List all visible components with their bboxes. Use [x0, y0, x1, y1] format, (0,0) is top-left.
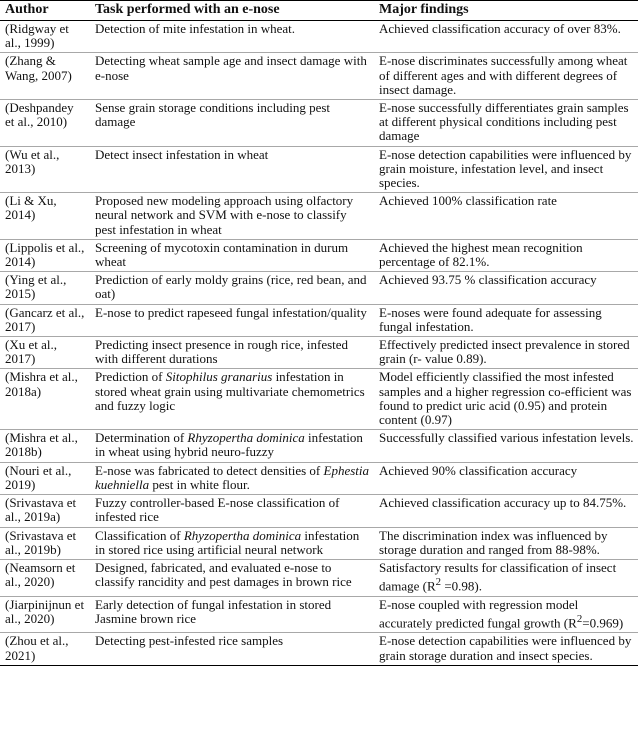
findings-cell — [374, 527, 638, 559]
findings-cell — [374, 633, 638, 665]
cell-text: Achieved classification accuracy of over 83%. — [379, 21, 621, 36]
cell-text: Designed, fabricated, and evaluated e-nose to classify rancidity and pest damages in brown rice — [95, 559, 352, 590]
findings-cell — [374, 337, 638, 369]
species-name: Sitophilus granarius — [165, 369, 273, 385]
task-cell — [90, 304, 374, 336]
cell-text: E-noses were found adequate for assessing fungal infestation. — [379, 304, 602, 334]
findings-cell — [374, 369, 638, 430]
cell-text: E-nose to predict rapeseed fungal infestation/quality — [95, 304, 367, 320]
cell-text: Detection of mite infestation in wheat. — [95, 21, 295, 36]
cell-text: Successfully classified various infestation levels. — [379, 430, 634, 446]
task-cell — [90, 272, 374, 304]
cell-text: pest in white flour. — [149, 476, 250, 492]
cell-text: Sense grain storage conditions including pest damage — [95, 100, 331, 130]
table-row — [0, 272, 638, 304]
table-row — [0, 146, 638, 193]
findings-cell — [374, 304, 638, 336]
task-cell — [90, 21, 374, 53]
task-cell — [90, 633, 374, 665]
task-cell — [90, 100, 374, 147]
cell-text: The discrimination index was influenced by storage duration and ranged from 88-98%. — [379, 527, 608, 557]
cell-text: Model efficiently classified the most infested samples and a higher regression co-efficient was found to predict uric acid (0.95) and protein content (0.97) — [379, 369, 632, 428]
author-cell: (Zhou et al., 2021) — [0, 633, 90, 665]
cell-text: Satisfactory results for classification of insect damage (R — [379, 559, 617, 594]
cell-text: Predicting insect presence in rough rice, infested with different durations — [95, 337, 349, 367]
table-row — [0, 559, 638, 596]
author-cell: (Xu et al., 2017) — [0, 337, 90, 369]
cell-text: Achieved the highest mean recognition percentage of 82.1%. — [379, 239, 583, 270]
table-row — [0, 495, 638, 527]
table-row — [0, 337, 638, 369]
author-cell: (Srivastava et al., 2019a) — [0, 495, 90, 527]
author-cell: (Gancarz et al., 2017) — [0, 304, 90, 336]
cell-text: Achieved 90% classification accuracy — [379, 462, 578, 478]
cell-text: Screening of mycotoxin contamination in durum wheat — [95, 239, 349, 270]
author-cell: (Jiarpinijnun et al., 2020) — [0, 596, 90, 633]
header-author: Author — [0, 1, 90, 21]
findings-cell — [374, 495, 638, 527]
findings-cell — [374, 239, 638, 271]
task-cell — [90, 462, 374, 494]
table-row — [0, 193, 638, 240]
author-cell: (Ridgway et al., 1999) — [0, 21, 90, 53]
cell-text: Achieved 93.75 % classification accuracy — [379, 272, 597, 288]
cell-text: infestation in stored wheat grain using multivariate chemometrics and fuzzy logic — [95, 369, 365, 413]
cell-text: Prediction of — [95, 369, 166, 385]
cell-text: Early detection of fungal infestation in stored Jasmine brown rice — [95, 596, 332, 626]
table-row — [0, 596, 638, 633]
author-cell: (Zhang & Wang, 2007) — [0, 53, 90, 100]
author-cell: (Mishra et al., 2018a) — [0, 369, 90, 430]
author-cell: (Ying et al., 2015) — [0, 272, 90, 304]
cell-text: E-nose discriminates successfully among wheat of different ages and with different degrees of insect damage. — [379, 53, 628, 97]
cell-text: Detecting pest-infested rice samples — [95, 633, 284, 649]
cell-text: E-nose detection capabilities were influenced by grain storage duration and insect species. — [379, 633, 632, 663]
author-cell: (Wu et al., 2013) — [0, 146, 90, 193]
table-row — [0, 100, 638, 147]
cell-text: E-nose detection capabilities were influenced by grain moisture, infestation level, and insect species. — [379, 146, 632, 191]
table-row — [0, 369, 638, 430]
table-row — [0, 527, 638, 559]
task-cell — [90, 559, 374, 596]
header-findings: Major findings — [374, 1, 638, 21]
findings-cell — [374, 21, 638, 53]
table-row — [0, 304, 638, 336]
cell-text: Effectively predicted insect prevalence in stored grain (r- value 0.89). — [379, 337, 630, 367]
task-cell — [90, 193, 374, 240]
task-cell — [90, 337, 374, 369]
findings-cell — [374, 462, 638, 494]
table-body — [0, 21, 638, 666]
task-cell — [90, 369, 374, 430]
cell-text: Detect insect infestation in wheat — [95, 146, 269, 162]
species-name: Rhyzopertha dominica — [187, 430, 305, 446]
cell-text: Achieved 100% classification rate — [379, 193, 557, 209]
findings-cell — [374, 53, 638, 100]
author-cell: (Nouri et al., 2019) — [0, 462, 90, 494]
table-row — [0, 633, 638, 665]
cell-text: Achieved classification accuracy up to 84.75%. — [379, 495, 627, 511]
table-row — [0, 53, 638, 100]
cell-text: E-nose coupled with regression model accurately predicted fungal growth (R — [379, 596, 579, 631]
table-row — [0, 462, 638, 494]
task-cell — [90, 430, 374, 462]
findings-cell — [374, 100, 638, 147]
species-name: Ephestia kuehniella — [95, 462, 369, 492]
superscript: 2 — [435, 576, 442, 589]
cell-text: =0.98). — [441, 578, 483, 594]
findings-cell — [374, 596, 638, 633]
cell-text: infestation in wheat using hybrid neuro-fuzzy — [95, 430, 363, 460]
findings-cell — [374, 430, 638, 462]
cell-text: E-nose was fabricated to detect densities of — [95, 462, 324, 478]
cell-text: Fuzzy controller-based E-nose classification of infested rice — [95, 495, 340, 525]
author-cell: (Srivastava et al., 2019b) — [0, 527, 90, 559]
superscript: 2 — [576, 612, 583, 625]
task-cell — [90, 146, 374, 193]
findings-cell — [374, 272, 638, 304]
task-cell — [90, 596, 374, 633]
author-cell: (Lippolis et al., 2014) — [0, 239, 90, 271]
author-cell: (Li & Xu, 2014) — [0, 193, 90, 240]
cell-text: Determination of — [95, 430, 188, 446]
findings-cell — [374, 193, 638, 240]
species-name: Rhyzopertha dominica — [183, 527, 302, 543]
author-cell: (Deshpandey et al., 2010) — [0, 100, 90, 147]
task-cell — [90, 527, 374, 559]
author-cell: (Mishra et al., 2018b) — [0, 430, 90, 462]
task-cell — [90, 239, 374, 271]
cell-text: infestation in stored rice using artificial neural network — [95, 527, 360, 557]
table-row — [0, 430, 638, 462]
header-row — [0, 1, 638, 21]
task-cell — [90, 495, 374, 527]
findings-cell — [374, 146, 638, 193]
cell-text: =0.969) — [582, 615, 624, 631]
cell-text: Detecting wheat sample age and insect damage with e-nose — [95, 53, 367, 83]
table-row — [0, 239, 638, 271]
cell-text: Classification of — [95, 527, 184, 543]
cell-text: Proposed new modeling approach using olfactory neural network and SVM with e-nose to classify pest infestation in wheat — [95, 193, 354, 237]
task-cell — [90, 53, 374, 100]
findings-cell — [374, 559, 638, 596]
table-row — [0, 21, 638, 53]
header-task: Task performed with an e-nose — [90, 1, 374, 21]
cell-text: Prediction of early moldy grains (rice, red bean, and oat) — [95, 272, 367, 302]
author-cell: (Neamsorn et al., 2020) — [0, 559, 90, 596]
cell-text: E-nose successfully differentiates grain samples at different physical conditions including pest damage — [379, 100, 629, 144]
